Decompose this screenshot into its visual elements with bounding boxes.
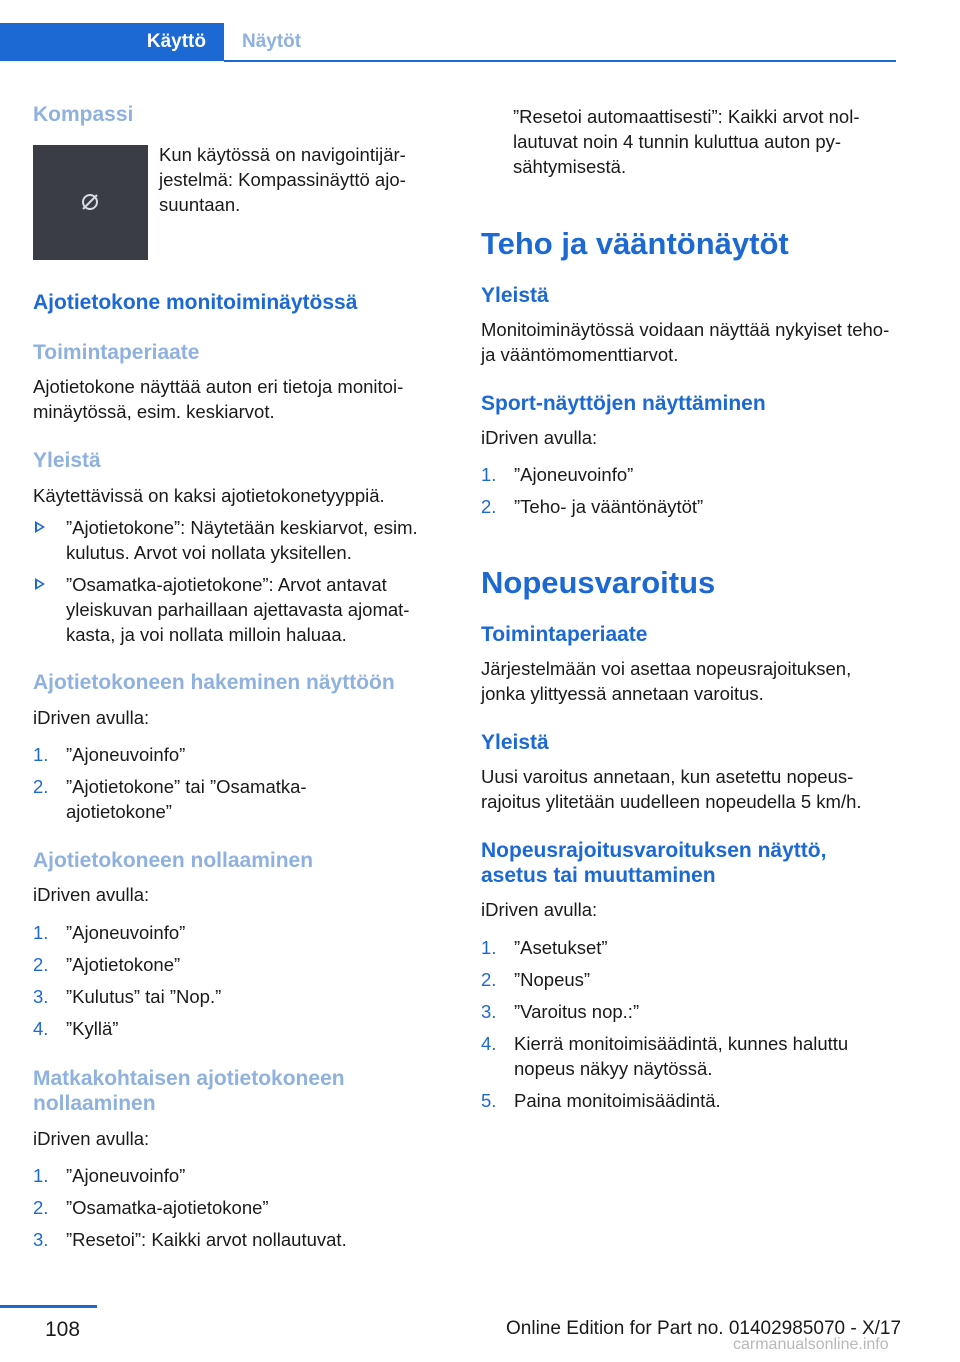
asetus-intro: iDriven avulla:	[481, 899, 598, 920]
nopeus-yleista-heading: Yleistä	[481, 731, 549, 754]
nopeus-toimintaperiaate-text: Järjestelmään voi asettaa nopeusrajoituksen, jonka ylittyessä annetaan varoitus.	[481, 658, 852, 704]
tab-naytot[interactable]: Näytöt	[242, 31, 302, 52]
teho-yleista-text: Monitoiminäytössä voidaan näyttää nykyiset teho- ja vääntömomenttiarvot.	[481, 319, 890, 365]
nopeusvaroitus-heading: Nopeusvaroitus	[481, 565, 716, 600]
watermark: carmanualsonline.info	[733, 1336, 889, 1353]
kompassi-text: Kun käytössä on navigointijär- jestelmä: Kompassinäyttö ajo- suuntaan.	[159, 144, 406, 215]
hakeminen-heading: Ajotietokoneen hakeminen näyttöön	[33, 671, 395, 694]
page-number: 108	[45, 1318, 81, 1341]
ajotietokone-heading: Ajotietokone monitoiminäytössä	[33, 291, 358, 314]
hakeminen-intro: iDriven avulla:	[33, 707, 150, 728]
header-underline	[224, 60, 896, 62]
resetoi-continuation-text: ”Resetoi automaattisesti”: Kaikki arvot nol-lautuvat noin 4 tunnin kuluttua auton py-sähtymisestä.	[513, 106, 860, 177]
matkakohtainen-intro: iDriven avulla:	[33, 1128, 150, 1149]
compass-off-icon	[80, 192, 100, 212]
toimintaperiaate-heading: Toimintaperiaate	[33, 341, 200, 364]
nopeus-yleista-text: Uusi varoitus annetaan, kun asetettu nopeus-rajoitus ylitetään uudelleen nopeudella 5 km/h.	[481, 766, 862, 812]
list-item: ”Osamatka-ajotietokone”: Arvot antavat yleiskuvan parhaillaan ajettavasta ajomat-kasta, ja voi nollata milloin haluaa.	[33, 572, 443, 647]
toimintaperiaate-text: Ajotietokone näyttää auton eri tietoja monitoi-minäytössä, esim. keskiarvot.	[33, 376, 404, 422]
kompassi-heading: Kompassi	[33, 103, 134, 126]
tab-kaytto[interactable]: Käyttö	[0, 23, 224, 61]
sport-heading: Sport-näyttöjen näyttäminen	[481, 392, 766, 415]
yleista-text: Käytettävissä on kaksi ajotietokonetyyppiä.	[33, 485, 385, 506]
nollaaminen-intro: iDriven avulla:	[33, 884, 150, 905]
teho-heading: Teho ja vääntönäytöt	[481, 226, 789, 261]
teho-yleista-heading: Yleistä	[481, 284, 549, 307]
triangle-bullet-icon	[35, 578, 45, 590]
sport-intro: iDriven avulla:	[481, 427, 598, 448]
matkakohtainen-heading: Matkakohtaisen ajotietokoneen nollaaminen	[33, 1067, 345, 1115]
edition-text: Online Edition for Part no. 01402985070 - X/17	[506, 1318, 902, 1339]
triangle-bullet-icon	[35, 521, 45, 533]
header-tabs	[0, 0, 960, 64]
compass-display-thumbnail	[33, 145, 148, 260]
asetus-heading: Nopeusrajoitusvaroituksen näyttö, asetus tai muuttaminen	[481, 839, 827, 887]
footer-accent-line	[0, 1305, 97, 1308]
nollaaminen-heading: Ajotietokoneen nollaaminen	[33, 849, 314, 872]
yleista-heading: Yleistä	[33, 449, 101, 472]
list-item: ”Ajotietokone”: Näytetään keskiarvot, esim. kulutus. Arvot voi nollata yksitellen.	[33, 515, 443, 565]
nopeus-toimintaperiaate-heading: Toimintaperiaate	[481, 623, 648, 646]
